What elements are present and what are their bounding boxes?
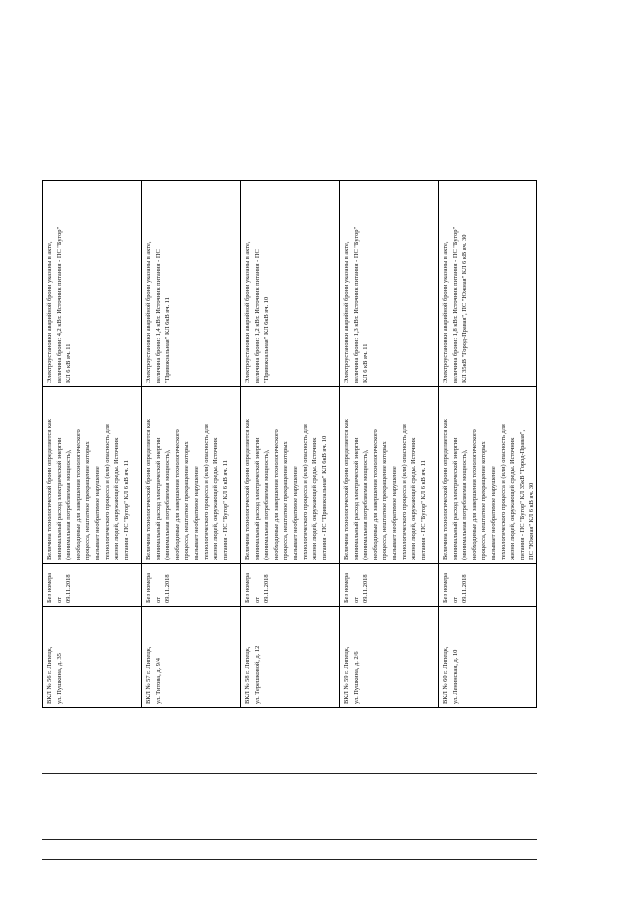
tech-reservation-cell: Величина технологической брони определяется как минимальный расход электрической энергии (минимальная потребляемая мощность), необходимые для завершения технологического процесса, нештатное прекращение которых вызывает необратимое нарушение технологического процесса и (или) опасность для жизни людей, окружающей среды. Источник питания - ПС "Привокзальная" КЛ 6кВ яч. 10 xyxy=(241,386,339,563)
act-number-cell: Без номера от 09.11.2018 xyxy=(340,563,438,606)
horizontal-rule xyxy=(42,773,537,774)
rotated-table-frame xyxy=(42,180,537,708)
table-row xyxy=(339,180,438,708)
horizontal-rule xyxy=(42,839,537,840)
emergency-reservation-cell: Электроустановки аварийной брони указаны в акте, величина брони: 1,8 кВт. Источник питания - ПС "Бугор" КЛ 35кВ "Город-Правая", ПС "Южная" КЛ 6 кВ яч. 30 xyxy=(439,180,536,386)
reservation-table xyxy=(42,180,537,708)
table-row xyxy=(141,180,240,708)
act-number-cell: Без номера от 09.11.2018 xyxy=(43,563,141,606)
address-cell: ВКЛ № 58 г. Липецк, ул. Терешковой, д. 12 xyxy=(241,606,339,708)
emergency-reservation-cell: Электроустановки аварийной брони указаны в акте, величина брони: 1,4 кВт. Источник питания - ПС "Привокзальная" КЛ 6кВ яч. 11 xyxy=(142,180,240,386)
tech-reservation-cell: Величина технологической брони определяется как минимальный расход электрической энергии (минимальная потребляемая мощность), необходимые для завершения технологического процесса, нештатное прекращение которых вызывает необратимое нарушение технологического процесса и (или) опасность для жизни людей, окружающей среды. Источник питания - ПС "Бугор" КЛ 6 кВ яч. 11 xyxy=(142,386,240,563)
tech-reservation-cell: Величина технологической брони определяется как минимальный расход электрической энергии (минимальная потребляемая мощность), необходимые для завершения технологического процесса, нештатное прекращение которых вызывает необратимое нарушение технологического процесса и (или) опасность для жизни людей, окружающей среды. Источник питания - ПС "Бугор" КЛ 35кВ "Город-Правая", ПС "Южная" КЛ 6 кВ яч. 30 xyxy=(439,386,536,563)
table-row xyxy=(240,180,339,708)
emergency-reservation-cell: Электроустановки аварийной брони указаны в акте, величина брони: 1,3 кВт. Источник питания - ПС "Бугор" КЛ 6 кВ яч. 11 xyxy=(340,180,438,386)
act-number-cell: Без номера от 09.11.2018 xyxy=(439,563,536,606)
act-number-cell: Без номера от 09.11.2018 xyxy=(241,563,339,606)
tech-reservation-cell: Величина технологической брони определяется как минимальный расход электрической энергии (минимальная потребляемая мощность), необходимые для завершения технологического процесса, нештатное прекращение которых вызывает необратимое нарушение технологического процесса и (или) опасность для жизни людей, окружающей среды. Источник питания - ПС "Бугор" КЛ 6 кВ яч. 11 xyxy=(340,386,438,563)
tech-reservation-cell: Величина технологической брони определяется как минимальный расход электрической энергии (минимальная потребляемая мощность), необходимые для завершения технологического процесса, нештатное прекращение которых вызывает необратимое нарушение технологического процесса и (или) опасность для жизни людей, окружающей среды. Источник питания - ПС "Бугор" КЛ 6 кВ яч. 11 xyxy=(43,386,141,563)
horizontal-rule xyxy=(42,859,537,860)
act-number-cell: Без номера от 09.11.2018 xyxy=(142,563,240,606)
address-cell: ВКЛ № 57 г. Липецк, ул. Титова, д. 9/4 xyxy=(142,606,240,708)
address-cell: ВКЛ № 59 г. Липецк, ул. Пушкина, д. 2/6 xyxy=(340,606,438,708)
address-cell: ВКЛ № 56 г. Липецк, ул. Пушкина, д. 35 xyxy=(43,606,141,708)
emergency-reservation-cell: Электроустановки аварийной брони указаны в акте, величина брони: 4,2 кВт. Источник питания - ПС "Бугор" КЛ 6 кВ яч. 11 xyxy=(43,180,141,386)
address-cell: ВКЛ № 60 г. Липецк, ул. Ленинская, д. 10 xyxy=(439,606,536,708)
table-row xyxy=(438,180,537,708)
table-row xyxy=(42,180,141,708)
emergency-reservation-cell: Электроустановки аварийной брони указаны в акте, величина брони: 1,2 кВт. Источник питания - ПС "Привокзальная" КЛ 6кВ яч. 10 xyxy=(241,180,339,386)
